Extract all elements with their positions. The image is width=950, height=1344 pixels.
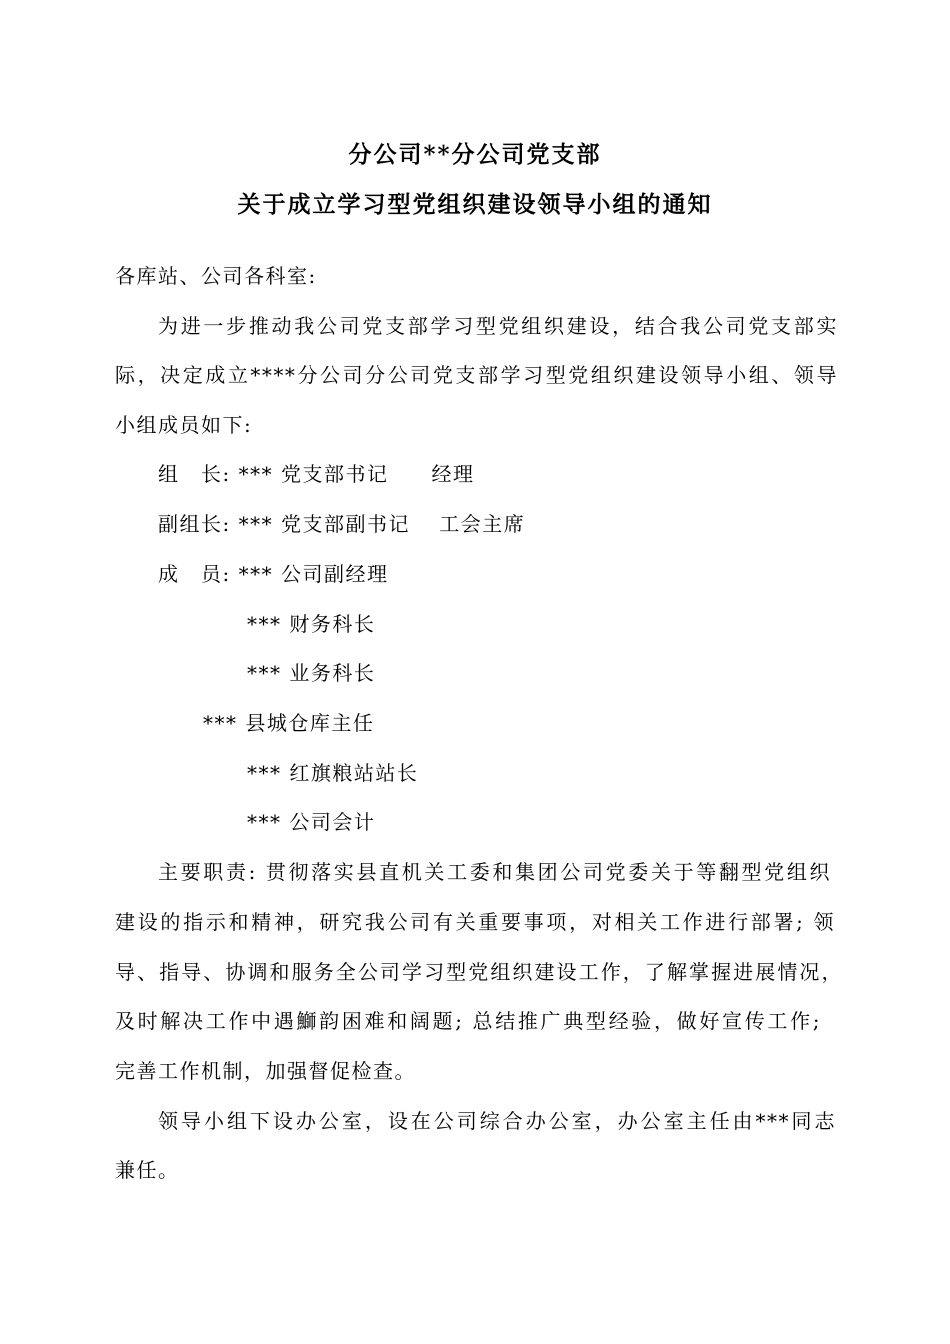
member-item: *** 公司会计: [247, 810, 376, 834]
member-deputy: 副组长: *** 党支部副书记 工会主席: [158, 512, 526, 536]
intro-line-2: 际，决定成立****分公司分公司党支部学习型党组织建设领导小组、领导: [115, 363, 838, 387]
member-leader: 组 长: *** 党支部书记 经理: [158, 462, 475, 486]
member-first: 成 员: *** 公司副经理: [158, 562, 389, 586]
document-title-line-2: 关于成立学习型党组织建设领导小组的通知: [237, 191, 713, 218]
duties-line-1: 主要职责: 贯彻落实县直机关工委和集团公司党委关于等翻型党组织: [158, 860, 831, 884]
duties-line-4: 及时解决工作中遇鰤韵困难和阔题; 总结推广典型经验，做好宣传工作;: [115, 1009, 821, 1033]
member-item: *** 红旗粮站站长: [247, 761, 419, 785]
office-line-1: 领导小组下设办公室，设在公司综合办公室，办公室主任由***同志: [158, 1109, 836, 1133]
intro-line-1: 为进一步推动我公司党支部学习型党组织建设，结合我公司党支部实: [158, 314, 838, 338]
member-item: *** 财务科长: [247, 612, 376, 636]
duties-line-2: 建设的指示和精神，研究我公司有关重要事项，对相关工作进行部署; 领: [115, 910, 835, 934]
duties-line-3: 导、指导、协调和服务全公司学习型党组织建设工作，了解掌握进展情况，: [115, 960, 843, 984]
office-line-2: 兼任。: [115, 1158, 180, 1182]
duties-line-5: 完善工作机制，加强督促检查。: [115, 1059, 416, 1083]
document-title-line-1: 分公司**分公司党支部: [348, 141, 602, 168]
member-item: *** 县城仓库主任: [203, 711, 375, 735]
member-item: *** 业务科长: [247, 661, 376, 685]
intro-line-3: 小组成员如下:: [115, 413, 253, 437]
salutation: 各库站、公司各科室:: [115, 264, 317, 288]
